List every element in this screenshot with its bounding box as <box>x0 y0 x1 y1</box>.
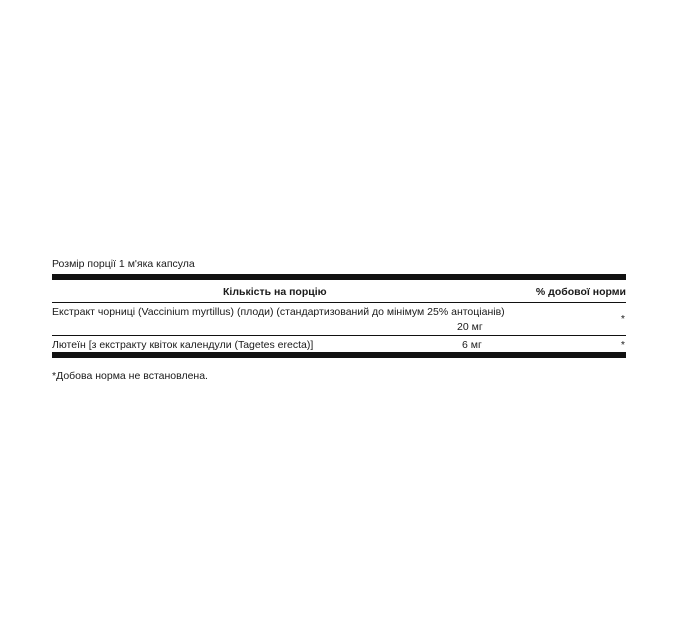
ingredient-daily-value: * <box>620 313 625 325</box>
serving-size: Розмір порції 1 м'яка капсула <box>52 258 195 270</box>
table-row <box>52 303 626 336</box>
ingredient-daily-value: * <box>620 339 625 351</box>
supplement-facts-panel <box>52 258 626 382</box>
footnote: *Добова норма не встановлена. <box>52 370 208 382</box>
ingredient-amount: 6 мг <box>462 339 482 351</box>
ingredient-name: Лютеїн [з екстракту квіток календули (Tagetes erecta)] <box>52 339 314 351</box>
daily-value-header: % добової норми <box>535 286 626 298</box>
ingredient-name: Екстракт чорниці (Vaccinium myrtillus) (плоди) (стандартизований до мінімум 25% антоціанів) <box>52 306 505 318</box>
bottom-thick-rule <box>52 352 626 358</box>
amount-per-serving-header: Кількість на порцію <box>223 286 327 298</box>
table-header <box>52 280 626 303</box>
ingredient-amount: 20 мг <box>457 321 483 333</box>
table-row <box>52 336 626 350</box>
